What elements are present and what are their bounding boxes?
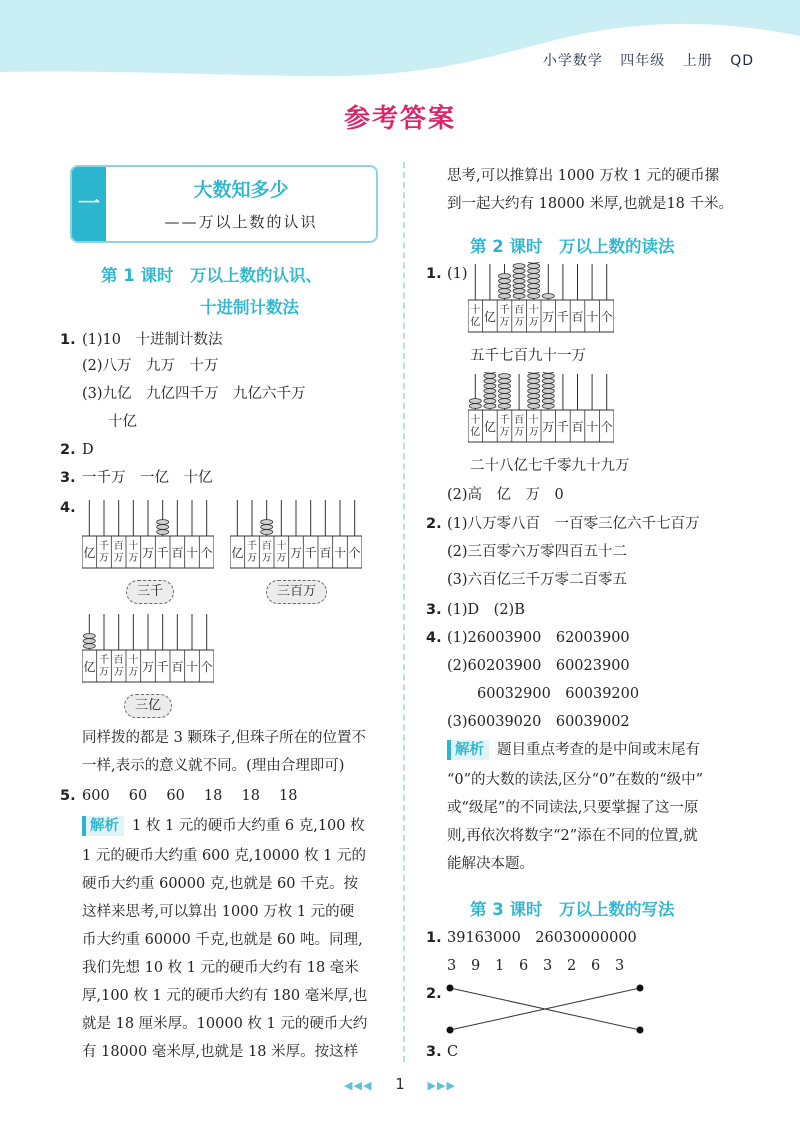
abacus-place-label: 千 <box>556 310 569 324</box>
abacus-bead <box>83 644 95 649</box>
r-q1-part2: (2)高 亿 万 0 <box>447 487 564 503</box>
abacus-place-label: 个 <box>200 546 213 560</box>
q1-part2: (2)八万 九万 十万 <box>82 358 219 374</box>
abacus-bead <box>542 379 554 384</box>
right-cont-line1: 思考,可以推算出 1000 万枚 1 元的硬币摞 <box>447 168 720 184</box>
abacus-bead <box>499 274 511 279</box>
lesson1-title-line1: 第 1 课时 万以上数的认识、 <box>101 266 322 285</box>
abacus-bead <box>157 530 169 535</box>
abacus-bead <box>499 294 511 299</box>
abacus-bead <box>528 264 540 269</box>
lesson3-title: 第 3 课时 万以上数的写法 <box>470 900 675 919</box>
abacus-place-label: 百 <box>171 546 184 560</box>
abacus-bead <box>513 269 525 274</box>
right-analysis-line2: “0”的大数的读法,区分“0”在数的“级中” <box>447 772 704 788</box>
q1-number: 1. <box>60 332 76 348</box>
abacus-bead <box>542 389 554 394</box>
abacus-place-label: 个 <box>200 660 213 674</box>
q4-note-line1: 同样拨的都是 3 颗珠子,但珠子所在的位置不 <box>82 730 367 746</box>
abacus-place-label: 万 <box>113 553 124 564</box>
l3-digits-row <box>447 956 639 976</box>
r-q2-part1: (1)八万零八百 一百零三亿六千七百万 <box>447 516 700 532</box>
abacus-1-value: 三千 <box>126 580 174 604</box>
abacus-place-label: 十 <box>185 660 199 674</box>
header-volume: 上册 <box>682 53 713 69</box>
abacus-bead <box>499 374 511 379</box>
analysis-label: 解析 <box>447 740 489 760</box>
abacus-place-label: 万 <box>542 420 555 434</box>
abacus-place-label: 千 <box>156 660 169 674</box>
abacus-place-label: 万 <box>99 553 109 564</box>
abacus-reading-1 <box>468 262 614 336</box>
abacus-bead <box>542 399 554 404</box>
abacus-bead <box>499 399 511 404</box>
abacus-place-label: 万 <box>99 667 109 678</box>
digit: 3 <box>543 958 553 974</box>
header-grade: 四年级 <box>620 53 666 69</box>
q4-note-line2: 一样,表示的意义就不同。(理由合理即可) <box>82 758 345 774</box>
abacus-reading-2 <box>468 372 614 446</box>
left-analysis-line2: 1 元的硬币大约重 600 克,10000 枚 1 元的 <box>82 848 367 864</box>
lesson2-title: 第 2 课时 万以上数的读法 <box>470 237 675 256</box>
q2-number: 2. <box>60 442 76 458</box>
abacus-bead <box>484 372 496 373</box>
abacus-bead <box>484 374 496 379</box>
header-wave <box>0 0 800 90</box>
l3-q1-answer: 39163000 26030000000 <box>447 930 637 946</box>
r-q2-part3: (3)六百亿三千万零二百零五 <box>447 572 628 588</box>
l3-q3-number: 3. <box>426 1044 442 1060</box>
abacus-bead <box>484 379 496 384</box>
left-analysis-line9: 有 18000 毫米厚,也就是 18 米厚。按这样 <box>82 1044 359 1060</box>
abacus-bead <box>469 399 481 404</box>
abacus-bead <box>528 394 540 399</box>
right-cont-line2: 到一起大约有 18000 米厚,也就是18 千米。 <box>447 196 734 212</box>
abacus-place-label: 十 <box>470 415 481 426</box>
reading-1: 五千七百九十一万 <box>470 348 586 364</box>
unit-number: 一 <box>72 167 106 241</box>
unit-box <box>70 165 378 243</box>
abacus-place-label: 亿 <box>83 660 96 674</box>
left-analysis-line7: 厚,100 枚 1 元的硬币大约有 180 毫米厚,也 <box>82 988 368 1004</box>
abacus-place-label: 千 <box>247 541 257 552</box>
abacus-bead <box>157 525 169 530</box>
abacus-place-label: 万 <box>276 553 287 564</box>
q3-number: 3. <box>60 470 76 486</box>
abacus-place-label: 百 <box>113 541 124 552</box>
abacus-bead <box>499 279 511 284</box>
abacus-place-label: 万 <box>128 553 139 564</box>
abacus-bead <box>528 372 540 373</box>
abacus-place-label: 十 <box>470 305 481 316</box>
abacus-place-label: 千 <box>499 415 510 426</box>
matching-diagram <box>440 980 660 1040</box>
left-analysis-line4: 这样来思考,可以算出 1000 万枚 1 元的硬 <box>82 904 355 920</box>
abacus-place-label: 亿 <box>470 317 481 328</box>
right-analysis-line5: 能解决本题。 <box>447 856 534 872</box>
abacus-bead <box>542 394 554 399</box>
abacus-bead <box>261 525 273 530</box>
digit: 2 <box>567 958 577 974</box>
abacus-place-label: 十 <box>586 420 599 434</box>
left-analysis-line8: 就是 18 厘米厚。10000 枚 1 元的硬币大约 <box>82 1016 368 1032</box>
abacus-1 <box>82 498 214 572</box>
page-number: 1 <box>395 1075 405 1093</box>
abacus-bead <box>528 269 540 274</box>
abacus-place-label: 十 <box>333 546 347 560</box>
abacus-3 <box>82 612 214 686</box>
header-info <box>531 50 754 70</box>
abacus-place-label: 十 <box>128 541 139 552</box>
abacus-bead <box>484 394 496 399</box>
r-q2-number: 2. <box>426 516 442 532</box>
l3-q1-number: 1. <box>426 930 442 946</box>
header-edition: QD <box>730 53 754 69</box>
abacus-place-label: 百 <box>571 420 584 434</box>
abacus-bead <box>513 279 525 284</box>
abacus-bead <box>542 294 554 299</box>
abacus-bead <box>528 399 540 404</box>
digit: 6 <box>591 958 601 974</box>
q1-part1: (1)10 十进制计数法 <box>82 332 223 348</box>
abacus-place-label: 百 <box>261 541 272 552</box>
r-q4-part1: (1)26003900 62003900 <box>447 630 630 646</box>
abacus-bead <box>513 294 525 299</box>
abacus-3-value: 三亿 <box>124 694 172 718</box>
unit-title: 大数知多少 <box>193 179 289 201</box>
r-q4-part2: (2)60203900 60023900 <box>447 658 630 674</box>
q1-part3: (3)九亿 九亿四千万 九亿六千万 <box>82 386 306 402</box>
abacus-place-label: 万 <box>289 546 303 560</box>
abacus-place-label: 十 <box>185 546 199 560</box>
digit: 3 <box>615 958 625 974</box>
abacus-place-label: 十 <box>528 305 539 316</box>
abacus-place-label: 万 <box>542 310 555 324</box>
abacus-place-label: 万 <box>528 317 539 328</box>
r-q1-part1: (1) <box>447 266 468 282</box>
abacus-place-label: 十 <box>128 655 139 666</box>
r-q1-number: 1. <box>426 266 442 282</box>
abacus-bead <box>499 394 511 399</box>
abacus-place-label: 亿 <box>483 310 496 324</box>
abacus-bead <box>513 274 525 279</box>
abacus-place-label: 十 <box>586 310 599 324</box>
r-q3-number: 3. <box>426 602 442 618</box>
abacus-bead <box>528 404 540 409</box>
abacus-place-label: 亿 <box>83 546 96 560</box>
right-analysis-line1: 解析 题目重点考查的是中间或末尾有 <box>447 740 700 760</box>
abacus-place-label: 个 <box>600 310 613 324</box>
q5-number: 5. <box>60 788 76 804</box>
digit: 9 <box>471 958 481 974</box>
abacus-place-label: 万 <box>128 667 139 678</box>
abacus-bead <box>528 389 540 394</box>
abacus-bead <box>513 264 525 269</box>
abacus-place-label: 万 <box>528 427 539 438</box>
abacus-bead <box>542 374 554 379</box>
abacus-bead <box>499 389 511 394</box>
abacus-bead <box>499 284 511 289</box>
abacus-bead <box>513 289 525 294</box>
digit: 6 <box>519 958 529 974</box>
left-analysis-line3: 硬币大约重 60000 克,也就是 60 千克。按 <box>82 876 359 892</box>
column-divider <box>403 162 405 1062</box>
abacus-place-label: 千 <box>499 305 510 316</box>
abacus-place-label: 万 <box>141 660 155 674</box>
q1-part3-cont: 十亿 <box>108 414 137 430</box>
abacus-bead <box>484 384 496 389</box>
abacus-2-value: 三百万 <box>266 580 327 604</box>
abacus-place-label: 万 <box>261 553 272 564</box>
digit: 1 <box>495 958 505 974</box>
footer-left-arrows: ◀◀◀ <box>344 1079 373 1092</box>
footer-right-arrows: ▶▶▶ <box>427 1079 456 1092</box>
abacus-place-label: 千 <box>99 541 109 552</box>
abacus-bead <box>528 379 540 384</box>
right-analysis-line4: 则,再依次将数字“2”添在不同的位置,就 <box>447 828 698 844</box>
right-analysis-line3: 或“级尾”的不同读法,只要掌握了这一原 <box>447 800 699 816</box>
abacus-place-label: 百 <box>113 655 124 666</box>
r-q4-part3: (3)60039020 60039002 <box>447 714 630 730</box>
abacus-place-label: 千 <box>99 655 109 666</box>
abacus-place-label: 万 <box>141 546 155 560</box>
abacus-place-label: 百 <box>571 310 584 324</box>
abacus-bead <box>528 384 540 389</box>
header-subject: 小学数学 <box>542 53 603 69</box>
abacus-place-label: 万 <box>499 427 510 438</box>
abacus-bead <box>499 384 511 389</box>
abacus-place-label: 十 <box>528 415 539 426</box>
abacus-bead <box>83 639 95 644</box>
digit: 3 <box>447 958 457 974</box>
q2-answer: D <box>82 442 94 458</box>
abacus-bead <box>261 530 273 535</box>
r-q3-answer: (1)D (2)B <box>447 602 525 618</box>
abacus-place-label: 千 <box>156 546 169 560</box>
abacus-bead <box>528 262 540 263</box>
abacus-bead <box>542 384 554 389</box>
abacus-place-label: 万 <box>499 317 510 328</box>
abacus-place-label: 千 <box>304 546 317 560</box>
abacus-bead <box>484 399 496 404</box>
analysis-label: 解析 <box>82 816 124 836</box>
abacus-bead <box>542 372 554 373</box>
abacus-bead <box>499 404 511 409</box>
abacus-bead <box>528 374 540 379</box>
abacus-bead <box>499 289 511 294</box>
q4-number: 4. <box>60 500 76 516</box>
abacus-place-label: 万 <box>514 427 525 438</box>
l3-q3-answer: C <box>447 1044 459 1060</box>
unit-subtitle: ——万以上数的认识 <box>164 213 318 231</box>
abacus-bead <box>528 294 540 299</box>
abacus-place-label: 个 <box>348 546 361 560</box>
abacus-bead <box>528 284 540 289</box>
q3-answer: 一千万 一亿 十亿 <box>82 470 213 486</box>
abacus-bead <box>499 379 511 384</box>
l3-q2-number: 2. <box>426 986 442 1002</box>
abacus-place-label: 亿 <box>483 420 496 434</box>
abacus-place-label: 亿 <box>231 546 244 560</box>
abacus-place-label: 百 <box>319 546 332 560</box>
abacus-place-label: 千 <box>556 420 569 434</box>
page-footer <box>0 1075 800 1093</box>
abacus-place-label: 个 <box>600 420 613 434</box>
left-analysis-line5: 币大约重 60000 千克,也就是 60 吨。同理, <box>82 932 363 948</box>
abacus-bead <box>542 404 554 409</box>
abacus-place-label: 百 <box>171 660 184 674</box>
abacus-bead <box>528 274 540 279</box>
r-q4-number: 4. <box>426 630 442 646</box>
abacus-2 <box>230 498 362 572</box>
abacus-bead <box>469 404 481 409</box>
abacus-bead <box>528 279 540 284</box>
abacus-place-label: 万 <box>113 667 124 678</box>
abacus-place-label: 十 <box>276 541 287 552</box>
abacus-bead <box>484 389 496 394</box>
abacus-bead <box>513 284 525 289</box>
abacus-bead <box>484 404 496 409</box>
left-analysis-line1: 解析 1 枚 1 元的硬币大约重 6 克,100 枚 <box>82 816 365 836</box>
abacus-place-label: 万 <box>514 317 525 328</box>
abacus-bead <box>157 520 169 525</box>
abacus-bead <box>528 289 540 294</box>
r-q4-part2-cont: 60032900 60039200 <box>477 686 640 702</box>
abacus-bead <box>83 634 95 639</box>
r-q2-part2: (2)三百零六万零四百五十二 <box>447 544 628 560</box>
abacus-place-label: 百 <box>514 305 525 316</box>
abacus-place-label: 万 <box>247 553 257 564</box>
abacus-bead <box>261 520 273 525</box>
q5-answer: 600 60 60 18 18 18 <box>82 788 298 804</box>
abacus-place-label: 百 <box>514 415 525 426</box>
reading-2: 二十八亿七千零九十九万 <box>470 458 630 474</box>
abacus-place-label: 亿 <box>470 427 481 438</box>
left-analysis-line6: 我们先想 10 枚 1 元的硬币大约有 18 毫米 <box>82 960 359 976</box>
page-title: 参考答案 <box>343 104 456 134</box>
lesson1-title-line2: 十进制计数法 <box>200 298 299 317</box>
